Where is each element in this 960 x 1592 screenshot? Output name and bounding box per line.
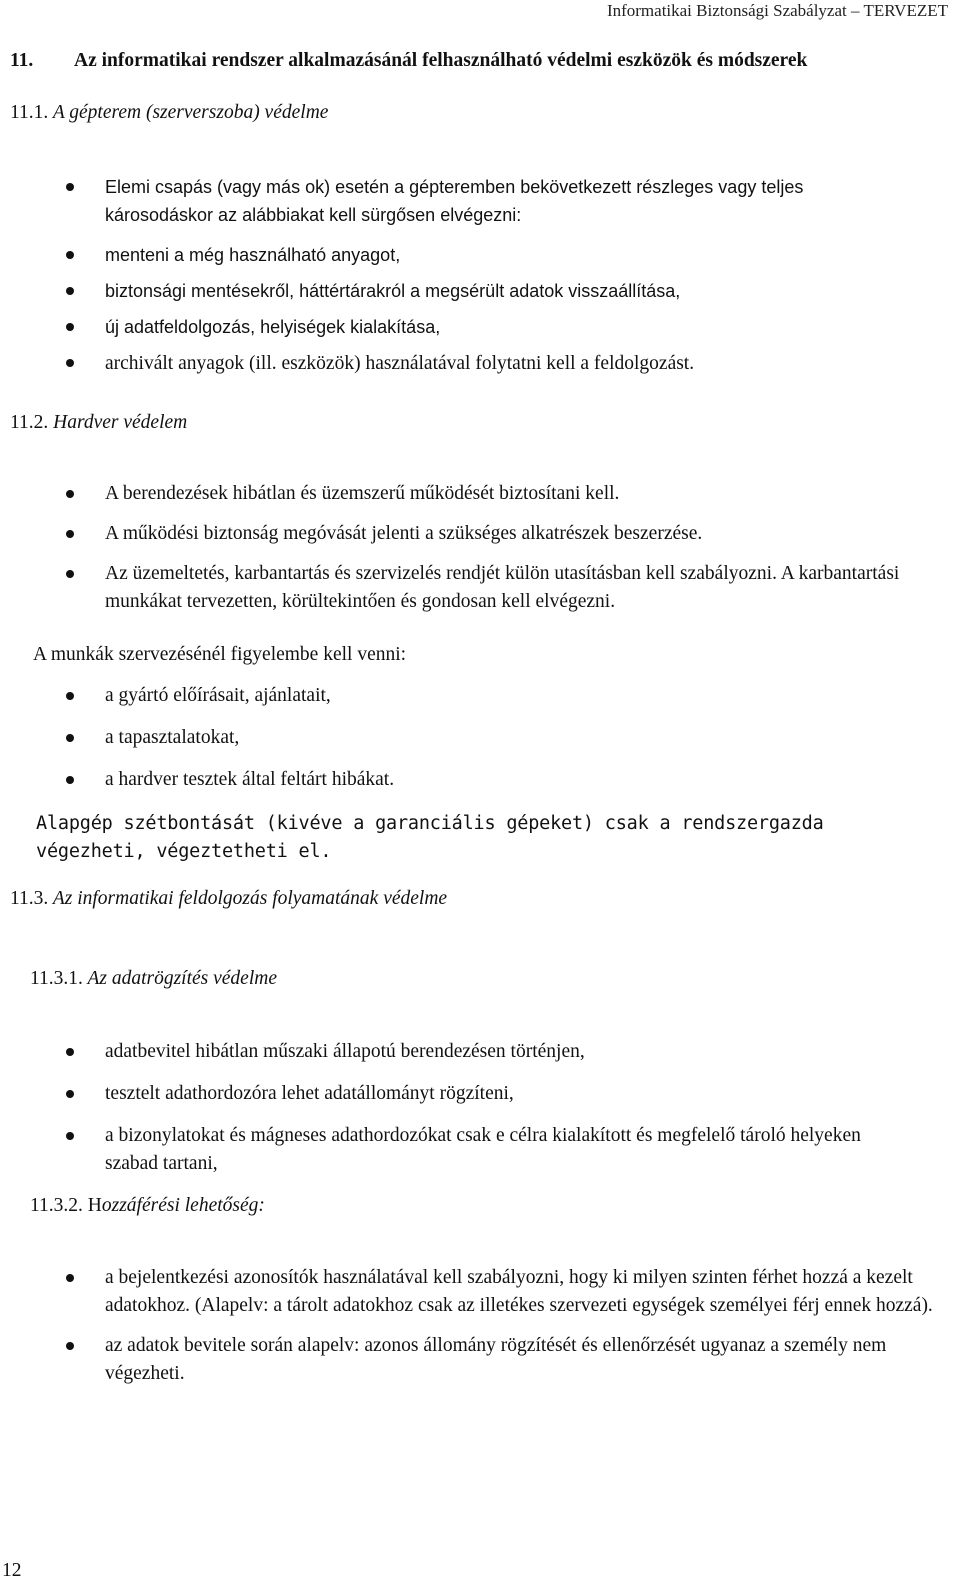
- bullet-icon: [66, 183, 74, 191]
- bullet-icon: [66, 1090, 74, 1098]
- paragraph-note: Alapgép szétbontását (kivéve a garanciális gépeket) csak a rendszergazda végezheti, végeztetheti el.: [36, 813, 824, 862]
- list-item: a tapasztalatokat,: [64, 724, 924, 752]
- list-item: a gyártó előírásait, ajánlatait,: [64, 682, 924, 710]
- section-title: Az informatikai rendszer alkalmazásánál felhasználható védelmi eszközök és módszerek: [74, 50, 808, 71]
- list-item: Az üzemeltetés, karbantartás és szervizelés rendjét külön utasításban kell szabályozni. A karbantartási munkákat tervezetten, körültekintően és gondosan kell elvégezni.: [64, 560, 925, 616]
- bullet-icon: [66, 1274, 74, 1282]
- list-item: A berendezések hibátlan és üzemszerű működését biztosítani kell.: [64, 480, 924, 508]
- section-heading-11: [10, 50, 807, 72]
- list-item: archivált anyagok (ill. eszközök) használatával folytatni kell a feldolgozást.: [64, 349, 924, 378]
- subsection-title: Hardver védelem: [53, 412, 188, 433]
- subsection-heading-11-1: [10, 102, 328, 124]
- subsection-heading-11-3-1: [30, 968, 277, 990]
- bullet-list-11-2: [64, 480, 924, 616]
- subsection-heading-11-2: [10, 412, 187, 434]
- list-item: a bejelentkezési azonosítók használatával kell szabályozni, hogy ki milyen szinten férhet hozzá a kezelt adatokhoz. (Alapelv: a tárolt adatokhoz csak az illetékes szervezeti egységek személyei férj ennek hozzá).: [64, 1264, 935, 1320]
- subsection-heading-11-3-2: 11.3.2. Hozzáférési lehetőség:: [30, 1195, 265, 1216]
- bullet-list-11-2-b: [64, 682, 924, 794]
- paragraph-intro: A munkák szervezésénél figyelembe kell venni:: [33, 644, 407, 665]
- bullet-icon: [66, 530, 74, 538]
- subsection-title: Az adatrögzítés védelme: [87, 968, 277, 989]
- list-item: menteni a még használható anyagot,: [64, 241, 924, 269]
- bullet-icon: [66, 1342, 74, 1350]
- bullet-icon: [66, 692, 74, 700]
- bullet-icon: [66, 490, 74, 498]
- section-number: 11.: [10, 50, 34, 71]
- subsection-number: 11.1.: [10, 102, 49, 123]
- list-item: biztonsági mentésekről, háttértárakról a megsérült adatok visszaállítása,: [64, 277, 924, 305]
- bullet-icon: [66, 1048, 74, 1056]
- list-item: adatbevitel hibátlan műszaki állapotú berendezésen történjen,: [64, 1038, 924, 1066]
- bullet-icon: [66, 776, 74, 784]
- list-item: A működési biztonság megóvását jelenti a szükséges alkatrészek beszerzése.: [64, 520, 924, 548]
- list-item: a bizonylatokat és mágneses adathordozókat csak e célra kialakított és megfelelő tároló helyeken szabad tartani,: [64, 1122, 905, 1178]
- bullet-icon: [66, 359, 74, 367]
- subsection-title: Az informatikai feldolgozás folyamatának védelme: [52, 888, 448, 909]
- page-number: 12: [2, 1560, 22, 1581]
- bullet-list-11-1: [64, 173, 924, 378]
- subsection-title: A gépterem (szerverszoba) védelme: [52, 102, 329, 123]
- bullet-icon: [66, 323, 74, 331]
- bullet-icon: [66, 287, 74, 295]
- subsection-number: 11.3.2.: [30, 1195, 83, 1216]
- list-item: a hardver tesztek által feltárt hibákat.: [64, 766, 924, 794]
- bullet-list-11-3-1: [64, 1038, 924, 1178]
- list-item: az adatok bevitele során alapelv: azonos állomány rögzítését és ellenőrzését ugyanaz a személy nem végezheti.: [64, 1332, 905, 1388]
- subsection-title: ozzáférési lehetőség:: [101, 1195, 265, 1216]
- list-item: Elemi csapás (vagy más ok) esetén a gépteremben bekövetkezett részleges vagy teljes károsodáskor az alábbiakat kell sürgősen elvégezni:: [64, 173, 895, 229]
- list-item: új adatfeldolgozás, helyiségek kialakítása,: [64, 313, 924, 341]
- subsection-number: 11.3.: [10, 888, 49, 909]
- bullet-list-11-3-2: [64, 1264, 933, 1388]
- bullet-icon: [66, 570, 74, 578]
- bullet-icon: [66, 734, 74, 742]
- subsection-heading-11-3: [10, 888, 447, 910]
- bullet-icon: [66, 1132, 74, 1140]
- bullet-icon: [66, 251, 74, 259]
- subsection-number: 11.3.1.: [30, 968, 83, 989]
- page-header: Informatikai Biztonsági Szabályzat – TERVEZET: [606, 1, 948, 20]
- list-item: tesztelt adathordozóra lehet adatállományt rögzíteni,: [64, 1080, 924, 1108]
- subsection-number: 11.2.: [10, 412, 49, 433]
